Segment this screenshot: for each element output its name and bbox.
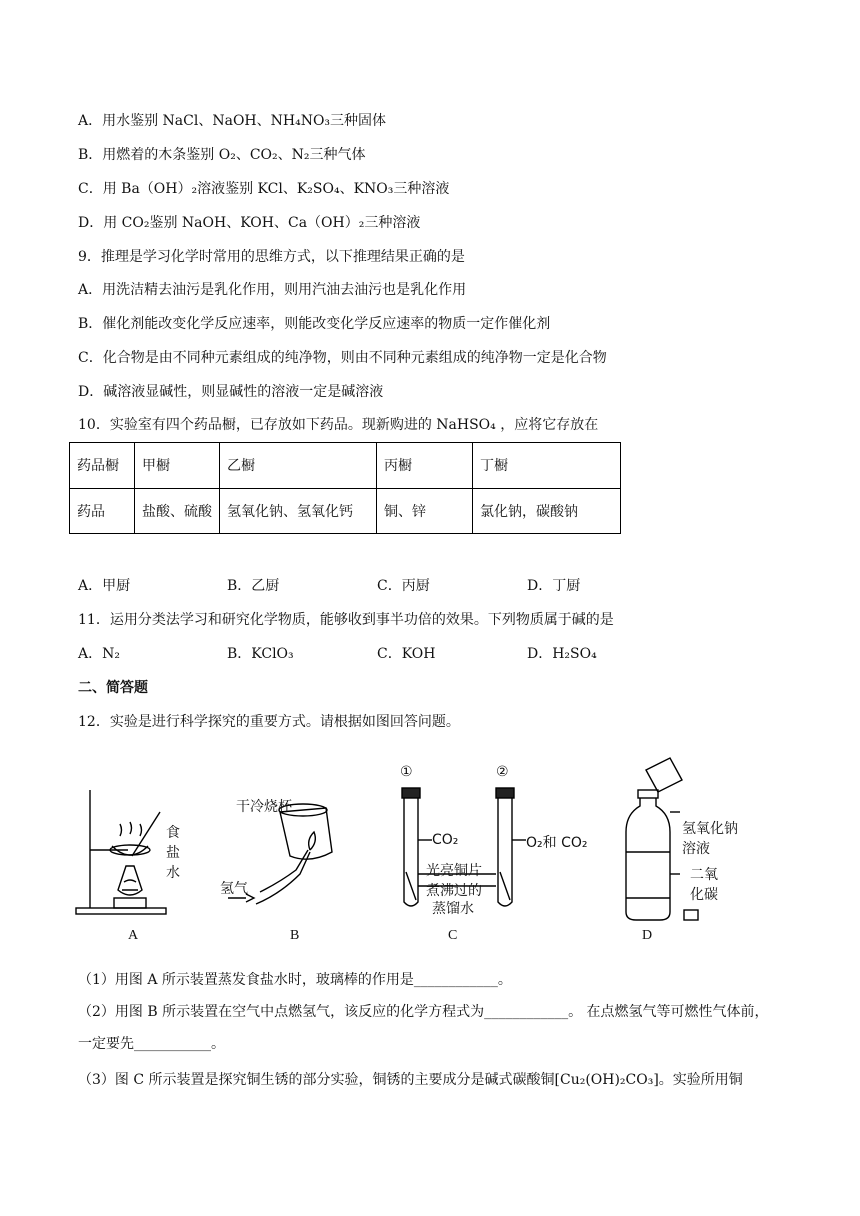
section-heading: 二、简答题	[78, 680, 148, 696]
figure-c-water-label-1: 煮沸过的	[426, 883, 482, 899]
figure-c-o2-co2-label: O₂和 CO₂	[526, 835, 588, 851]
cabinet-table	[69, 442, 621, 534]
figure-d-co2-label-1: 二氧	[690, 867, 718, 883]
figure-c-tube-1-number: ①	[400, 764, 413, 780]
figure-a-label-2: 盐	[166, 845, 180, 861]
q11-stem: 11．运用分类法学习和研究化学物质，能够收到事半功倍的效果。下列物质属于碱的是	[78, 612, 614, 628]
table-cell: 甲橱	[135, 443, 220, 489]
table-row	[70, 488, 621, 534]
q9-stem: 9．推理是学习化学时常用的思维方式，以下推理结果正确的是	[78, 249, 465, 265]
table-cell: 铜、锌	[377, 488, 473, 534]
table-cell: 丙橱	[377, 443, 473, 489]
figure-d-caption: D	[642, 928, 653, 943]
q9-option-a: A．用洗洁精去油污是乳化作用，则用汽油去油污也是乳化作用	[78, 282, 467, 298]
figure-a-label-1: 食	[166, 825, 180, 841]
q8-option-c: C．用 Ba（OH）₂溶液鉴别 KCl、K₂SO₄、KNO₃三种溶液	[78, 181, 450, 197]
q10-option-b: B．乙厨	[227, 578, 280, 594]
table-cell: 盐酸、硫酸	[135, 488, 220, 534]
q10-stem: 10．实验室有四个药品橱，已存放如下药品。现新购进的 NaHSO₄ ，应将它存放在	[78, 417, 599, 433]
q8-option-a: A．用水鉴别 NaCl、NaOH、NH₄NO₃三种固体	[78, 113, 387, 129]
q8-option-b: B．用燃着的木条鉴别 O₂、CO₂、N₂三种气体	[78, 147, 366, 163]
q12-part-3: （3）图 C 所示装置是探究铜生锈的部分实验，铜锈的主要成分是碱式碳酸铜[Cu₂(OH)₂CO₃]。实验所用铜	[78, 1072, 743, 1088]
figure-c-caption: C	[448, 928, 458, 943]
figure-b-cup-label: 干冷烧杯	[236, 799, 292, 815]
q10-option-a: A．甲厨	[78, 578, 131, 594]
figure-a-caption: A	[128, 928, 139, 943]
q11-option-c: C．KOH	[377, 646, 436, 662]
q9-option-c: C．化合物是由不同种元素组成的纯净物，则由不同种元素组成的纯净物一定是化合物	[78, 350, 607, 366]
table-cell: 氢氧化钠、氢氧化钙	[220, 488, 377, 534]
table-cell: 氯化钠，碳酸钠	[473, 488, 621, 534]
q10-option-c: C．丙厨	[377, 578, 430, 594]
table-cell: 药品橱	[70, 443, 135, 489]
figure-b-caption: B	[290, 928, 300, 943]
figure-c-water-label-2: 蒸馏水	[432, 901, 474, 917]
figure-b-gas-label: 氢气	[220, 881, 248, 897]
q12-part-1: （1）用图 A 所示装置蒸发食盐水时，玻璃棒的作用是____________。	[78, 972, 512, 988]
table-cell: 乙橱	[220, 443, 377, 489]
q12-stem: 12．实验是进行科学探究的重要方式。请根据如图回答问题。	[78, 714, 460, 730]
table-row	[70, 443, 621, 489]
q11-option-b: B．KClO₃	[227, 646, 294, 662]
experiment-figure	[70, 752, 770, 952]
q9-option-d: D．碱溶液显碱性，则显碱性的溶液一定是碱溶液	[78, 384, 384, 400]
q8-option-d: D．用 CO₂鉴别 NaOH、KOH、Ca（OH）₂三种溶液	[78, 215, 421, 231]
figure-d-co2-label-2: 化碳	[690, 887, 718, 903]
figure-d-naoh-label-2: 溶液	[682, 841, 710, 857]
q11-option-a: A．N₂	[78, 646, 120, 662]
q9-option-b: B．催化剂能改变化学反应速率，则能改变化学反应速率的物质一定作催化剂	[78, 316, 551, 332]
q11-option-d: D．H₂SO₄	[527, 646, 597, 662]
table-cell: 药品	[70, 488, 135, 534]
table-cell: 丁橱	[473, 443, 621, 489]
figure-c-co2-label: CO₂	[432, 832, 459, 848]
figure-d-naoh-label-1: 氢氧化钠	[682, 821, 738, 837]
figure-c-tube-2-number: ②	[496, 764, 509, 780]
figure-c-copper-label: 光亮铜片	[426, 863, 482, 879]
figure-a-label-3: 水	[166, 865, 180, 881]
q10-option-d: D．丁厨	[527, 578, 581, 594]
q12-part-2: （2）用图 B 所示装置在空气中点燃氢气，该反应的化学方程式为____________。 在点燃氢气等可燃性气体前，一定要先___________。	[78, 1004, 769, 1052]
